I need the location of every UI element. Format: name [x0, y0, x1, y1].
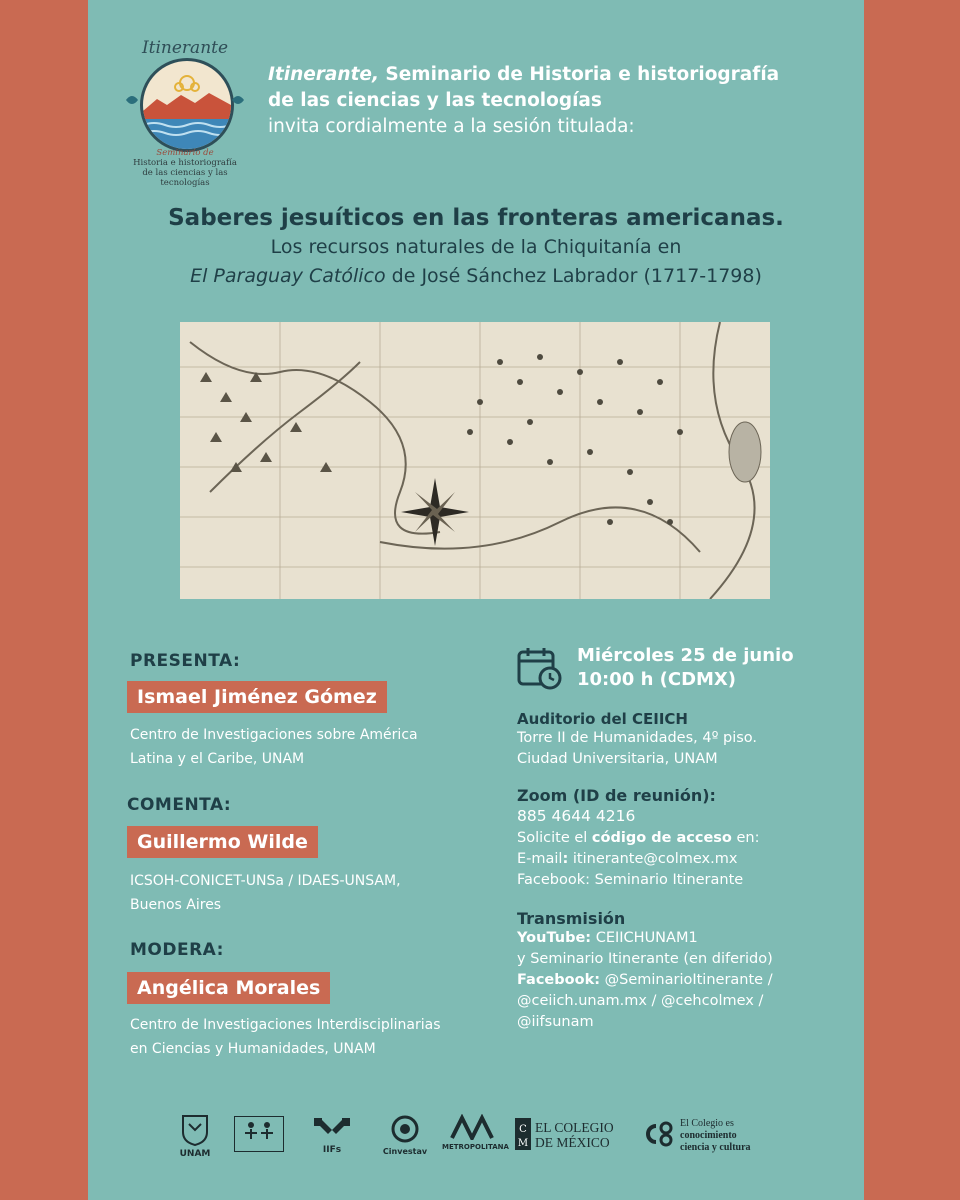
session-subtitle-2: El Paraguay Católico de José Sánchez Labrador (1717-1798): [190, 265, 762, 287]
colmex-mark-icon: [515, 1118, 531, 1150]
venue-line-1: Torre II de Humanidades, 4º piso.: [517, 730, 758, 746]
facebook-line: Facebook: @SeminarioItinerante /: [517, 972, 773, 988]
svg-text:M: M: [517, 1138, 529, 1149]
iif-handshake-icon: [312, 1114, 352, 1142]
youtube-line: YouTube: CEIICHUNAM1: [517, 930, 698, 946]
transmission-title: Transmisión: [517, 909, 626, 928]
colmex-slogan-icon: [642, 1120, 674, 1148]
sponsor-logos: UNAM IIFs Cinvestav METROPOLITANA C M EL COLEGIO DE MÉXICO El Colegio es conocimiento ciencia y cultura: [170, 1110, 820, 1160]
zoom-title: Zoom (ID de reunión):: [517, 786, 716, 805]
comenta-label: COMENTA:: [127, 795, 232, 815]
presenta-label: PRESENTA:: [130, 651, 241, 671]
ceiich-logo-icon: [234, 1116, 284, 1152]
logo-title: Itinerante: [141, 38, 229, 58]
access-code-line: Solicite el código de acceso en:: [517, 830, 760, 846]
session-subtitle-1: Los recursos naturales de la Chiquitanía en: [270, 236, 682, 258]
iif-logo: IIFs: [310, 1114, 354, 1155]
zoom-id: 885 4644 4216: [517, 807, 636, 825]
logo-ornament-icon: [124, 92, 246, 108]
presenter-name: Ismael Jiménez Gómez: [127, 681, 387, 713]
commentator-affiliation: ICSOH-CONICET-UNSa / IDAES-UNSAM, Buenos Aires: [130, 873, 401, 913]
uam-icon: [450, 1114, 494, 1140]
header-invitation: Itinerante, Seminario de Historia e historiografía de las ciencias y las tecnologías invita cordialmente a la sesión titulada:: [268, 64, 780, 137]
email-link[interactable]: itinerante@colmex.mx: [568, 851, 738, 867]
logo-subtitle: Seminario de Historia e historiografía de las ciencias y las tecnologías: [133, 148, 237, 188]
presenter-affiliation: Centro de Investigaciones sobre América Latina y el Caribe, UNAM: [130, 727, 418, 767]
youtube-line-2: y Seminario Itinerante (en diferido): [517, 951, 773, 967]
calendar-clock-icon: [517, 646, 563, 690]
svg-text:C: C: [519, 1124, 527, 1135]
itinerante-logo: [120, 38, 250, 188]
historic-map-image: [180, 322, 770, 599]
session-title-block: [88, 205, 864, 289]
cinvestav-logo: Cinvestav: [380, 1114, 430, 1156]
cinvestav-icon: [389, 1114, 421, 1144]
session-title: Saberes jesuíticos en las fronteras americanas.: [168, 205, 784, 231]
facebook-line-2: @ceiich.unam.mx / @cehcolmex /: [517, 993, 764, 1009]
unam-logo: UNAM: [175, 1114, 215, 1159]
moderator-affiliation: Centro de Investigaciones Interdisciplinarias en Ciencias y Humanidades, UNAM: [130, 1017, 441, 1057]
facebook-line-3: @iifsunam: [517, 1014, 594, 1030]
venue-line-2: Ciudad Universitaria, UNAM: [517, 751, 718, 767]
venue-title: Auditorio del CEIICH: [517, 710, 688, 728]
moderator-name: Angélica Morales: [127, 972, 330, 1004]
unam-shield-icon: [180, 1114, 210, 1146]
modera-label: MODERA:: [130, 940, 224, 960]
event-time: 10:00 h (CDMX): [577, 669, 737, 690]
uam-logo: METROPOLITANA: [442, 1114, 502, 1151]
historic-map-icon: [180, 322, 770, 599]
commentator-name: Guillermo Wilde: [127, 826, 318, 858]
email-line: E-mail: itinerante@colmex.mx: [517, 851, 738, 867]
facebook-contact-line: Facebook: Seminario Itinerante: [517, 872, 744, 888]
event-details: [517, 640, 847, 1033]
event-date: Miércoles 25 de junio: [577, 645, 794, 666]
